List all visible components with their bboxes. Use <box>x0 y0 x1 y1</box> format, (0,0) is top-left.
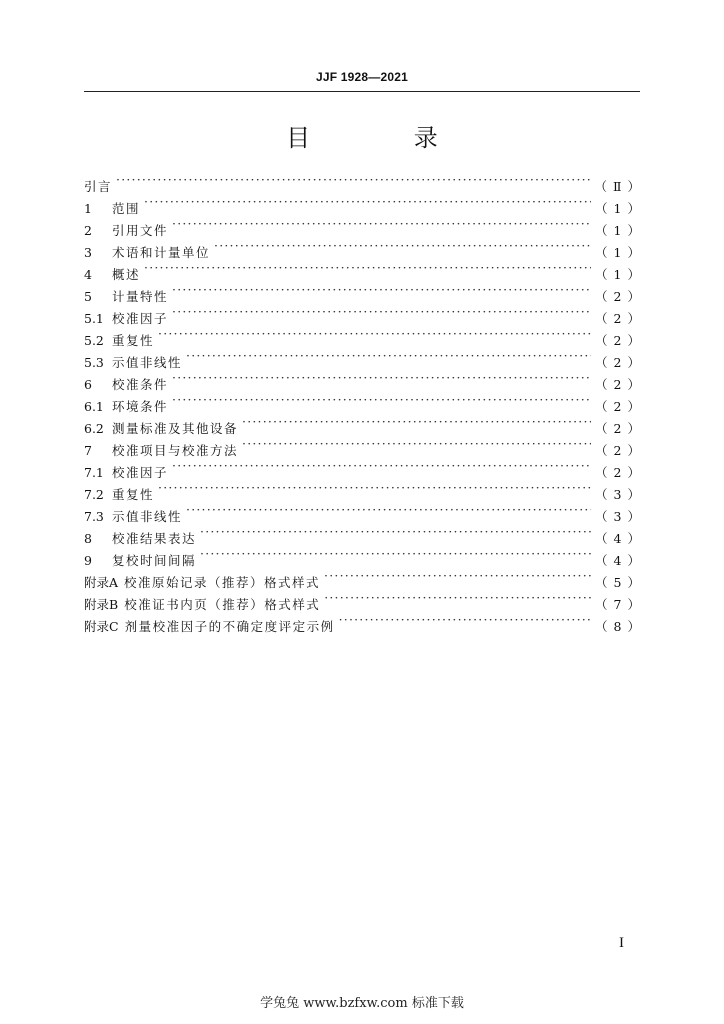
toc-leader-dots <box>172 301 591 323</box>
toc-entry-number: 附录A <box>84 575 119 590</box>
toc-entry-number: 7.2 <box>84 487 104 502</box>
toc-entry-number: 7.1 <box>84 465 104 480</box>
toc-entry-page: （2） <box>595 465 646 480</box>
toc-entry-number: 5.2 <box>84 333 104 348</box>
toc-entry-page: （3） <box>595 509 646 524</box>
toc-entry-page: （5） <box>595 575 646 590</box>
toc-leader-dots <box>200 543 591 565</box>
toc-entry[interactable] <box>84 323 646 348</box>
toc-entry-page: （1） <box>595 223 646 238</box>
toc-entry[interactable] <box>84 499 646 524</box>
toc-leader-dots <box>172 213 591 235</box>
toc-entry-label: 示值非线性 <box>112 355 183 370</box>
toc-leader-dots <box>158 477 591 499</box>
toc-entry-number: 7 <box>84 443 92 458</box>
page-number: I <box>619 935 624 951</box>
toc-entry-number: 4 <box>84 267 92 282</box>
toc-entry-label: 校准条件 <box>112 377 169 392</box>
toc-leader-dots <box>172 455 591 477</box>
toc-leader-dots <box>186 345 591 367</box>
toc-leader-dots <box>144 257 591 279</box>
page-title: 目 录 <box>286 124 486 152</box>
toc-entry-page: （1） <box>595 267 646 282</box>
toc-entry[interactable] <box>84 345 646 370</box>
toc-entry-label: 示值非线性 <box>112 509 183 524</box>
toc-entry[interactable] <box>84 169 646 194</box>
toc-leader-dots <box>339 609 591 631</box>
toc-entry-page: （2） <box>595 377 646 392</box>
toc-leader-dots <box>158 323 591 345</box>
toc-entry-page: （2） <box>595 333 646 348</box>
toc-leader-dots <box>172 279 591 301</box>
toc-entry-page: （3） <box>595 487 646 502</box>
toc-entry-label: 复校时间间隔 <box>112 553 197 568</box>
toc-entry-number: 1 <box>84 201 92 216</box>
toc-leader-dots <box>200 521 591 543</box>
toc-entry[interactable] <box>84 257 646 282</box>
toc-entry-label: 重复性 <box>112 333 155 348</box>
toc-entry-number: 附录C <box>84 619 119 634</box>
toc-entry-number: 2 <box>84 223 92 238</box>
toc-leader-dots <box>172 389 591 411</box>
toc-entry-label: 校准原始记录（推荐）格式样式 <box>124 575 321 590</box>
toc-leader-dots <box>186 499 591 521</box>
toc-entry-label: 引言 <box>84 179 113 194</box>
toc-entry-page: （4） <box>595 531 646 546</box>
toc-entry-label: 校准因子 <box>112 465 169 480</box>
header-rule <box>84 91 640 92</box>
toc-entry-number: 5.3 <box>84 355 104 370</box>
toc-entry-page: （2） <box>595 311 646 326</box>
toc-entry-label: 环境条件 <box>112 399 169 414</box>
toc-entry-number: 8 <box>84 531 92 546</box>
toc-entry-number: 6 <box>84 377 92 392</box>
toc-entry-label: 范围 <box>112 201 141 216</box>
toc-entry-number: 附录B <box>84 597 119 612</box>
toc-entry-number: 5.1 <box>84 311 104 326</box>
toc-entry-label: 概述 <box>112 267 141 282</box>
toc-leader-dots <box>116 169 590 191</box>
toc-entry-page: （1） <box>595 201 646 216</box>
table-of-contents <box>84 169 646 634</box>
toc-entry-page: （4） <box>595 553 646 568</box>
toc-entry-label: 重复性 <box>112 487 155 502</box>
toc-entry[interactable] <box>84 191 646 216</box>
toc-entry-number: 6.2 <box>84 421 104 436</box>
toc-leader-dots <box>144 191 591 213</box>
toc-leader-dots <box>172 367 591 389</box>
toc-entry-page: （Ⅱ） <box>594 179 646 194</box>
toc-entry-page: （8） <box>595 619 646 634</box>
toc-entry-label: 测量标准及其他设备 <box>112 421 239 436</box>
toc-entry-label: 校准结果表达 <box>112 531 197 546</box>
toc-leader-dots <box>324 565 591 587</box>
toc-entry-label: 校准因子 <box>112 311 169 326</box>
toc-leader-dots <box>324 587 591 609</box>
standard-code-header: JJF 1928—2021 <box>315 70 408 84</box>
toc-entry-page: （2） <box>595 421 646 436</box>
footer-watermark: 学兔兔 www.bzfxw.com 标准下载 <box>260 996 464 1011</box>
toc-entry[interactable] <box>84 279 646 304</box>
toc-entry-label: 校准项目与校准方法 <box>112 443 239 458</box>
toc-entry[interactable] <box>84 213 646 238</box>
toc-entry[interactable] <box>84 477 646 502</box>
toc-entry-page: （2） <box>595 399 646 414</box>
toc-leader-dots <box>214 235 591 257</box>
toc-entry-number: 9 <box>84 553 92 568</box>
toc-entry-number: 5 <box>84 289 92 304</box>
toc-entry-page: （2） <box>595 355 646 370</box>
toc-entry-label: 引用文件 <box>112 223 169 238</box>
toc-leader-dots <box>242 411 591 433</box>
toc-entry-number: 6.1 <box>84 399 104 414</box>
toc-leader-dots <box>242 433 591 455</box>
toc-entry-page: （1） <box>595 245 646 260</box>
toc-entry-number: 3 <box>84 245 92 260</box>
toc-entry-page: （2） <box>595 443 646 458</box>
toc-entry-number: 7.3 <box>84 509 104 524</box>
toc-entry-page: （2） <box>595 289 646 304</box>
toc-entry-label: 计量特性 <box>112 289 169 304</box>
toc-entry-label: 剂量校准因子的不确定度评定示例 <box>124 619 335 634</box>
toc-entry-label: 术语和计量单位 <box>112 245 211 260</box>
toc-entry-page: （7） <box>595 597 646 612</box>
toc-entry-label: 校准证书内页（推荐）格式样式 <box>124 597 321 612</box>
